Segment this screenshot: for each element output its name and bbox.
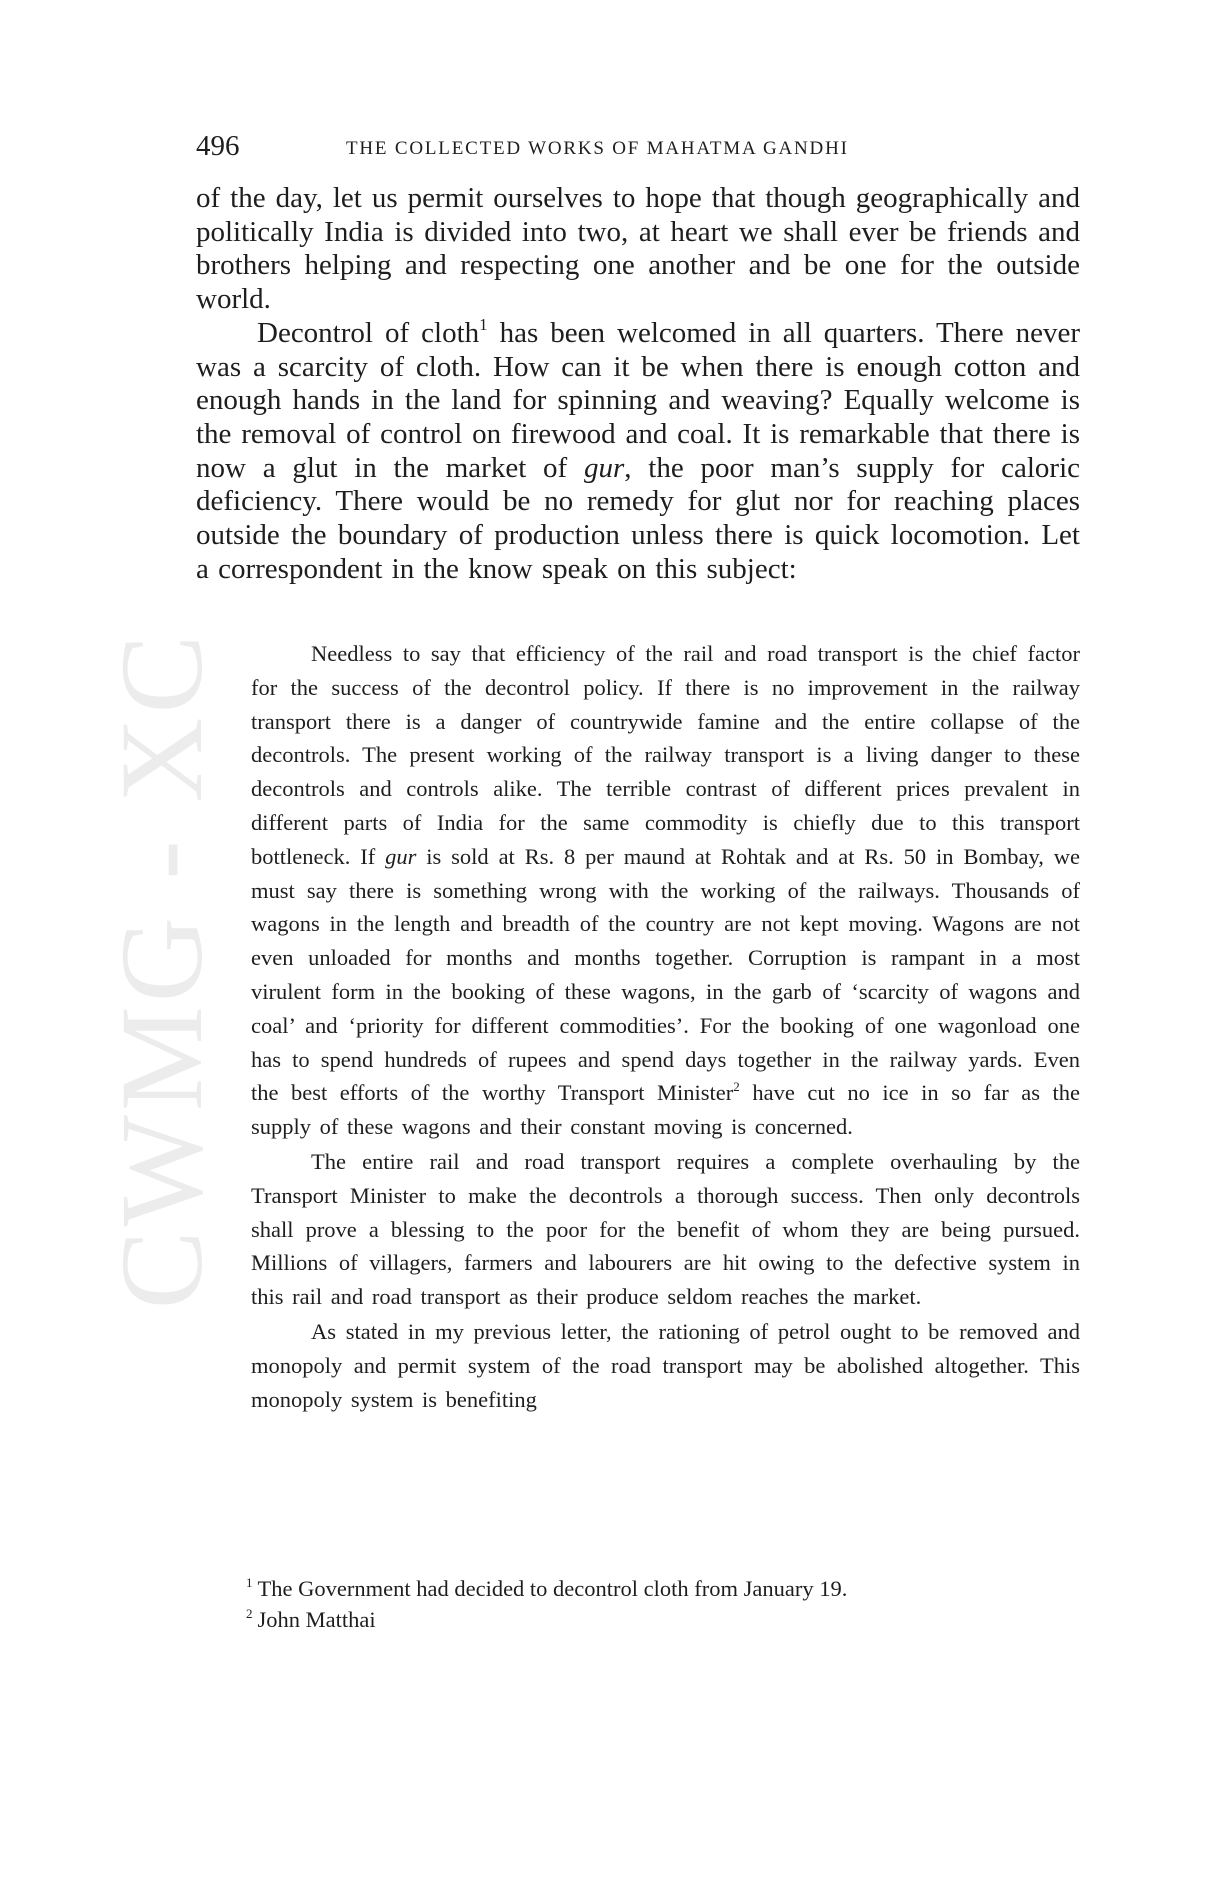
footnote-text: John Matthai — [257, 1607, 376, 1632]
quote-paragraph-3: As stated in my previous letter, the rationing of petrol ought to be removed and monopoly and permit system of the road transport may be abolished altogether. This monopoly system is benefiting — [251, 1318, 1080, 1412]
footnote-text: The Government had decided to decontrol cloth from January 19. — [257, 1576, 848, 1601]
footnote-ref-1: 1 — [479, 315, 488, 335]
main-text — [196, 182, 1080, 586]
footnote-mark: 1 — [246, 1574, 253, 1590]
footnotes — [246, 1573, 1080, 1635]
footnote-ref-2: 2 — [733, 1079, 740, 1095]
quote-1-text-b: is sold at Rs. 8 per maund at Rohtak and at Rs. 50 in Bombay, we must say there is something wrong with the working of the railways. Thousands of wagons in the length and breadth of the country are not kept moving. Wagons are not even unloaded for months and months together. Corruption is rampant in a most virulent form in the booking of these wagons, in the garb of ‘scarcity of wagons and coal’ and ‘priority for different commodities’. For the booking of one wagonload one has to spend hundreds of rupees and spend days together in the railway yards. Even the best efforts of the worthy Transport Minister — [251, 843, 1080, 1106]
paragraph-2-text-b: has been welcomed in all quarters. There never was a scarcity of cloth. How can it be when there is enough cotton and enough hands in the land for spinning and weaving? Equally welcome is the removal of control on firewood and coal. It is remarkable that there is now a glut in the market of — [196, 316, 1080, 484]
paragraph-2-text-c: , the poor man’s supply for caloric deficiency. There would be no remedy for glut nor for reaching places outside the boundary of production unless there is quick locomotion. Let a correspondent in the know speak on this subject: — [196, 451, 1080, 585]
italic-gur: gur — [583, 451, 625, 484]
running-title: THE COLLECTED WORKS OF MAHATMA GANDHI — [346, 138, 849, 159]
footnote-1 — [246, 1573, 1080, 1604]
quote-1-text-c: have cut no ice in so far as the supply of these wagons and their constant moving is concerned. — [251, 1080, 1080, 1140]
page-header — [196, 130, 1080, 170]
paragraph-1: of the day, let us permit ourselves to hope that though geographically and politically India is divided into two, at heart we shall ever be friends and brothers helping and respecting one another and be one for the outside world. — [196, 182, 1080, 316]
quote-paragraph-2: The entire rail and road transport requires a complete overhauling by the Transport Minister to make the decontrols a thorough success. Then only decontrols shall prove a blessing to the poor for the benefit of whom they are being pursued. Millions of villagers, farmers and labourers are hit owing to the defective system in this rail and road transport as their produce seldom reaches the market. — [251, 1148, 1080, 1310]
watermark — [96, 520, 227, 1420]
quote-1-text-a: Needless to say that efficiency of the rail and road transport is the chief factor for the success of the decontrol policy. If there is no improvement in the railway transport there is a danger of countrywide famine and the entire collapse of the decontrols. The present working of the railway transport is a living danger to these decontrols and controls alike. The terrible contrast of different prices prevalent in different parts of India for the same commodity is chiefly due to this transport bottleneck. If — [251, 641, 1080, 869]
quote-italic-gur: gur — [385, 843, 417, 869]
watermark-text: CWMG - XC — [96, 630, 227, 1310]
paragraph-2-text-a: Decontrol of cloth — [257, 316, 480, 349]
footnote-mark: 2 — [246, 1605, 253, 1621]
block-quote — [251, 637, 1080, 1416]
quote-paragraph-1 — [251, 637, 1080, 1144]
page-number: 496 — [196, 130, 240, 162]
footnote-2 — [246, 1604, 1080, 1635]
paragraph-2 — [196, 317, 1080, 587]
